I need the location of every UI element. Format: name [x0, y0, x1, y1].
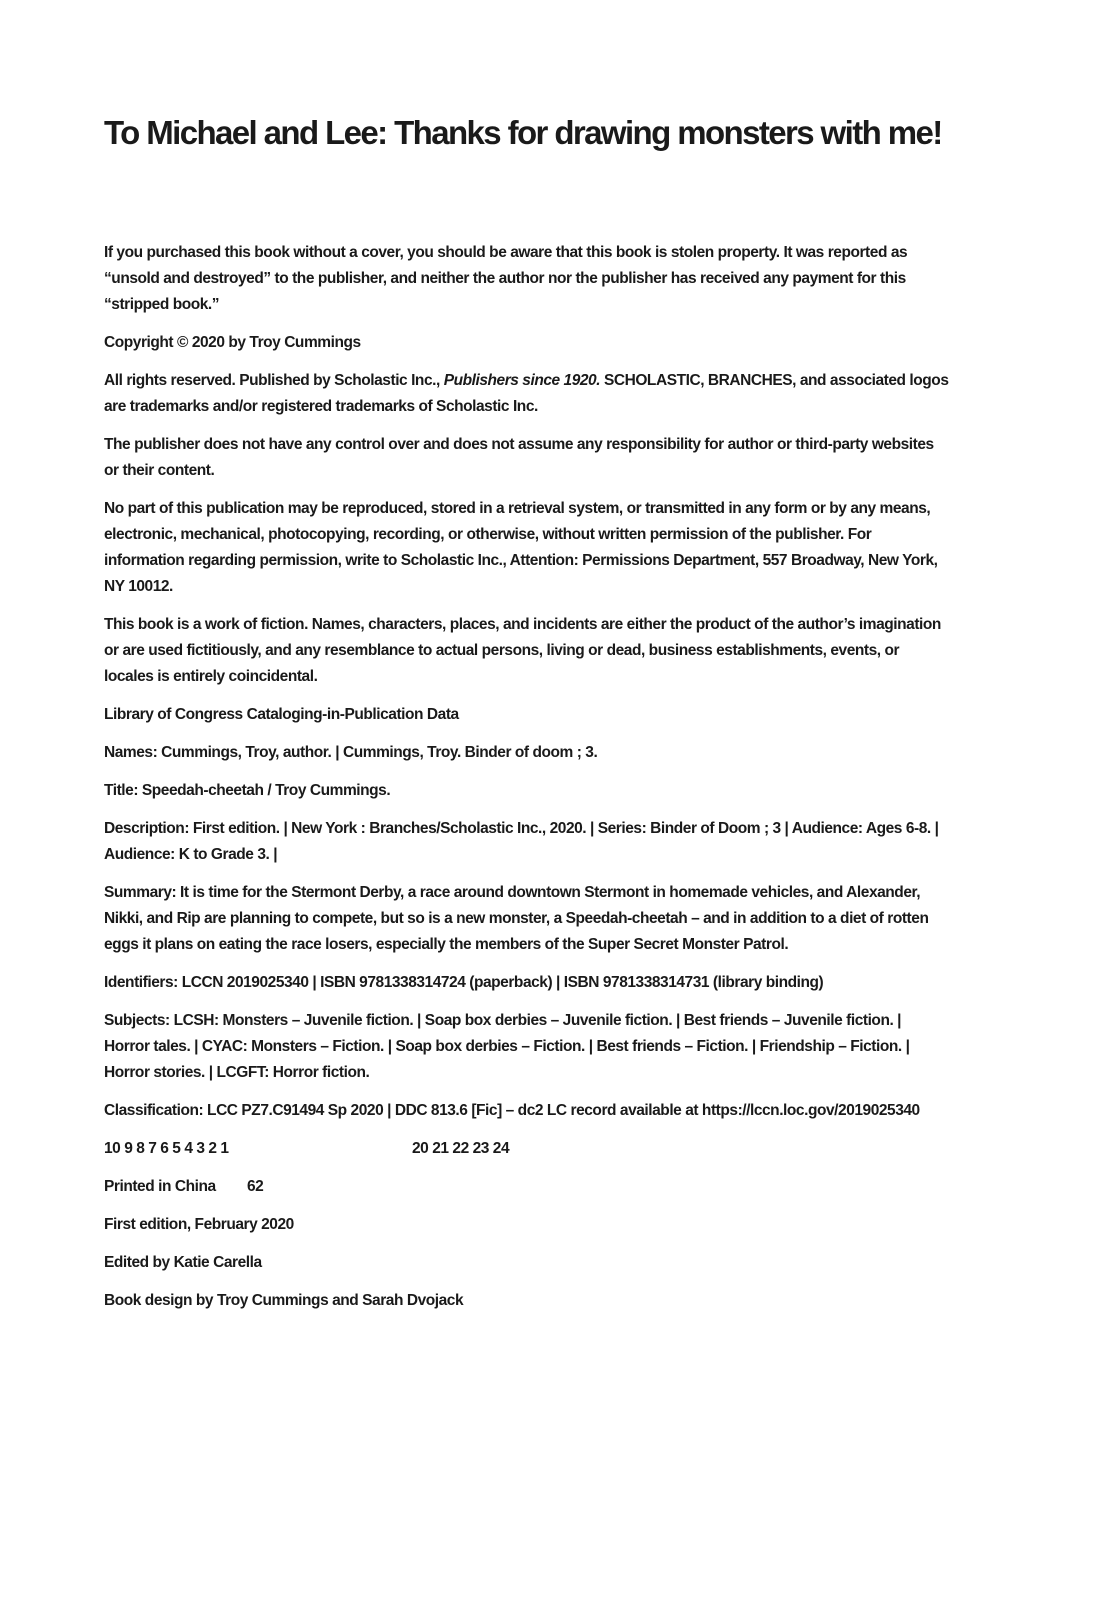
cip-classification: Classification: LCC PZ7.C91494 Sp 2020 | DDC 813.6 [Fic] – dc2 LC record available at https://lccn.loc.gov/2019025340 — [104, 1102, 920, 1119]
printing-line — [104, 1136, 949, 1162]
copyright-line: Copyright © 2020 by Troy Cummings — [104, 334, 361, 351]
dedication: To Michael and Lee: Thanks for drawing monsters with me! — [104, 114, 942, 151]
rights-reserved — [104, 368, 949, 420]
first-edition: First edition, February 2020 — [104, 1216, 294, 1233]
print-numbers: 10 9 8 7 6 5 4 3 2 1 — [104, 1140, 229, 1157]
reproduction-notice: No part of this publication may be reproduced, stored in a retrieval system, or transmitted in any form or by any means, electronic, mechanical, photocopying, recording, or otherwise, without written permission of the publisher. For information regarding permission, write to Scholastic Inc., Attention: Permissions Department, 557 Broadway, New York, NY 10012. — [104, 500, 938, 595]
stripped-book-notice: If you purchased this book without a cover, you should be aware that this book is stolen property. It was reported as “unsold and destroyed” to the publisher, and neither the author nor the publisher has received any payment for this “stripped book.” — [104, 244, 908, 313]
printed-in-line — [104, 1174, 949, 1200]
fiction-disclaimer: This book is a work of fiction. Names, characters, places, and incidents are either the product of the author’s imagination or are used fictitiously, and any resemblance to actual persons, living or dead, business establishments, events, or locales is entirely coincidental. — [104, 616, 941, 685]
cip-heading: Library of Congress Cataloging-in-Publication Data — [104, 706, 459, 723]
cip-title: Title: Speedah-cheetah / Troy Cummings. — [104, 782, 391, 799]
edited-by: Edited by Katie Carella — [104, 1254, 262, 1271]
copyright-body — [104, 240, 949, 1326]
cip-summary: Summary: It is time for the Stermont Derby, a race around downtown Stermont in homemade vehicles, and Alexander, Nikki, and Rip are planning to compete, but so is a new monster, a Speedah-cheetah – and in addition to a diet of rotten eggs it plans on eating the race losers, especially the members of the Super Secret Monster Patrol. — [104, 884, 929, 953]
cip-identifiers: Identifiers: LCCN 2019025340 | ISBN 9781338314724 (paperback) | ISBN 9781338314731 (library binding) — [104, 974, 824, 991]
publisher-tagline: Publishers since 1920. — [443, 372, 601, 389]
printed-code: 62 — [247, 1178, 264, 1195]
book-design-by: Book design by Troy Cummings and Sarah Dvojack — [104, 1292, 464, 1309]
cip-names: Names: Cummings, Troy, author. | Cummings, Troy. Binder of doom ; 3. — [104, 744, 598, 761]
cip-description: Description: First edition. | New York : Branches/Scholastic Inc., 2020. | Series: Binder of Doom ; 3 | Audience: Ages 6-8. | Audience: K to Grade 3. | — [104, 820, 939, 863]
rights-text-pre: All rights reserved. Published by Scholastic Inc., — [104, 372, 444, 389]
third-party-disclaimer: The publisher does not have any control over and does not assume any responsibility for author or third-party websites or their content. — [104, 436, 934, 479]
year-numbers: 20 21 22 23 24 — [412, 1140, 510, 1157]
rights-text-post: SCHOLASTIC, BRANCHES, and associated logos are trademarks and/or registered trademarks of Scholastic Inc. — [104, 372, 949, 415]
printed-in: Printed in China — [104, 1178, 216, 1195]
cip-subjects: Subjects: LCSH: Monsters – Juvenile fiction. | Soap box derbies – Juvenile fiction. | Best friends – Juvenile fiction. | Horror tales. | CYAC: Monsters – Fiction. | Soap box derbies – Fiction. | Best friends – Fiction. | Friendship – Fiction. | Horror stories. | LCGFT: Horror fiction. — [104, 1012, 910, 1081]
